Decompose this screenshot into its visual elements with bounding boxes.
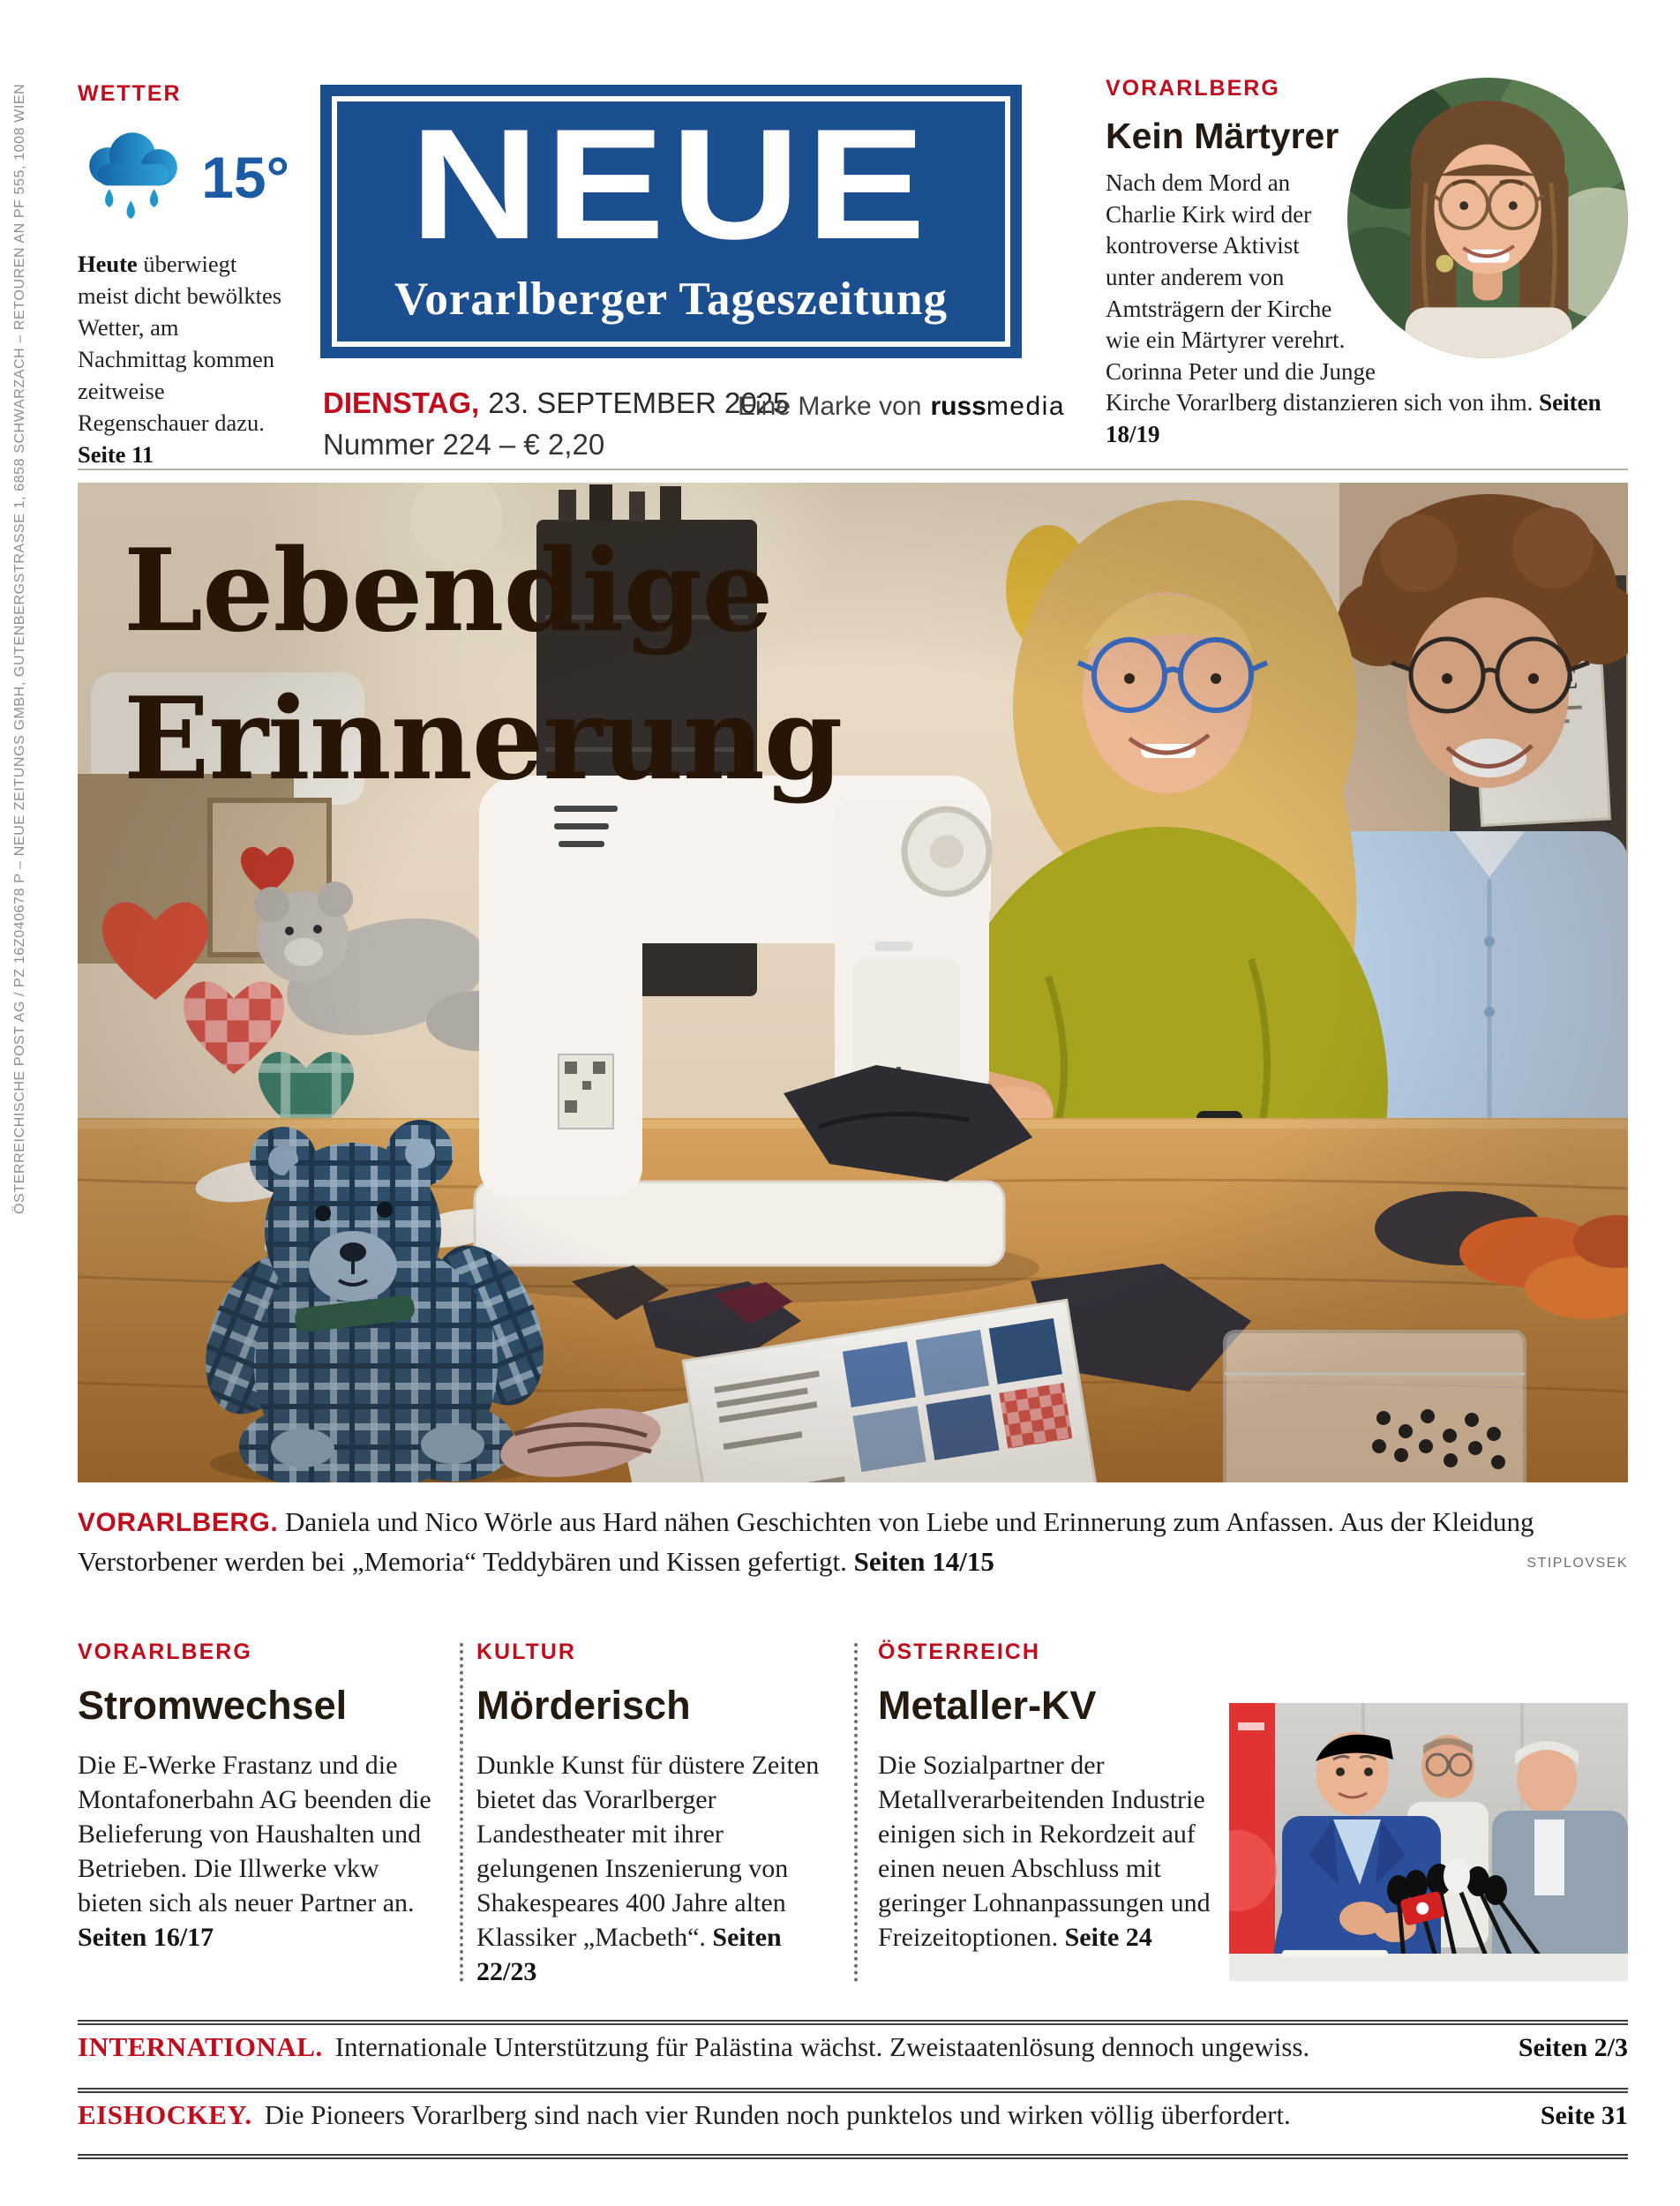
- weather-text: [78, 248, 289, 470]
- top-story: [1106, 76, 1628, 451]
- brand-name-rest: media: [986, 392, 1066, 421]
- brand-line: [738, 392, 1065, 422]
- section-kicker: KULTUR: [476, 1639, 576, 1664]
- masthead-logo-frame: [332, 96, 1010, 347]
- lead-headline-line2: Erinnerung: [124, 672, 843, 806]
- weather-lead-word: Heute: [78, 251, 138, 277]
- section-body: [878, 1748, 1224, 1955]
- weather-page-ref: Seite 11: [78, 441, 154, 469]
- section-kicker: VORARLBERG: [78, 1639, 252, 1664]
- date: 23. SEPTEMBER 2025: [488, 386, 790, 419]
- section-headline: Mörderisch: [476, 1683, 691, 1728]
- portrait-photo: [1347, 78, 1628, 358]
- top-story-kicker: VORARLBERG: [1106, 76, 1280, 101]
- brief-kicker: EISHOCKEY.: [78, 2099, 252, 2130]
- dateline: [323, 386, 789, 461]
- section-text: Dunkle Kunst für düstere Zeiten bietet das Vorarlberger Landestheater mit ihrer gelungenen Inszenierung von Shakespeares 400 Jahre alten Klassiker „Macbeth“.: [476, 1751, 820, 1952]
- top-story-page-ref: Seiten 18/19: [1106, 389, 1601, 447]
- section-body: [476, 1748, 840, 1989]
- section-vorarlberg: [78, 1639, 443, 1955]
- brief-page-ref: Seite 31: [1540, 2101, 1628, 2130]
- brief-international: [78, 2031, 1628, 2063]
- section-kultur: [476, 1639, 840, 1989]
- brief-page-ref: Seiten 2/3: [1518, 2033, 1628, 2062]
- section-page-ref: Seiten 22/23: [476, 1923, 782, 1986]
- section-page-ref: Seite 24: [1064, 1923, 1152, 1952]
- brief-divider: [78, 2088, 1628, 2093]
- header-divider: [78, 469, 1628, 470]
- weather-box: [78, 81, 289, 470]
- section-oesterreich: [878, 1639, 1224, 1955]
- postal-imprint: ÖSTERREICHISCHE POST AG / PZ 16Z040678 P – NEUE ZEITUNGS GMBH, GUTENBERGSTRASSE 1, 6858 SCHWARZACH – RETOUREN AN PF 555, 1008 WIEN: [12, 83, 27, 1214]
- brand-prefix: Eine Marke von: [738, 392, 922, 421]
- lead-headline: [124, 518, 842, 814]
- caption-kicker: VORARLBERG.: [78, 1508, 279, 1537]
- masthead-logo: [320, 85, 1022, 358]
- section-body: [78, 1748, 443, 1955]
- earring: [1436, 255, 1453, 273]
- section-text: Die E-Werke Frastanz und die Montafonerbahn AG beenden die Belieferung von Haushalten und Betrieben. Die Illwerke vkw bieten sich als neuer Partner an.: [78, 1751, 431, 1917]
- portrait-illustration: [1347, 78, 1628, 358]
- masthead-subtitle: Vorarlberger Tageszeitung: [394, 274, 949, 325]
- brief-divider: [78, 2154, 1628, 2159]
- section-page-ref: Seiten 16/17: [78, 1923, 214, 1952]
- top-story-text: Nach dem Mord an Charlie Kirk wird der kontroverse Aktivist unter anderem von Amtsträgern der Kirche wie ein Märtyrer verehrt. Corinna Peter und die Junge Kirche Vorarlberg distanzieren sich von ihm.: [1106, 169, 1540, 416]
- photo-credit: STIPLOVSEK: [1526, 1556, 1628, 1571]
- section-headline: Stromwechsel: [78, 1683, 348, 1728]
- press-conference-photo: [1229, 1703, 1628, 1981]
- lead-photo: [78, 483, 1628, 1482]
- lead-caption: [78, 1503, 1628, 1581]
- caption-page-ref: Seiten 14/15: [853, 1545, 994, 1577]
- brand-name-bold: russ: [930, 392, 986, 421]
- rain-cloud-icon: [78, 128, 187, 227]
- column-divider: [854, 1643, 858, 1982]
- weather-kicker: WETTER: [78, 81, 182, 106]
- section-headline: Metaller-KV: [878, 1683, 1097, 1728]
- press-conference-illustration: [1229, 1703, 1628, 1981]
- caption-text: Daniela und Nico Wörle aus Hard nähen Geschichten von Liebe und Erinnerung zum Anfassen. Aus der Kleidung Verstorbener werden bei „Memoria“ Teddybären und Kissen gefertigt.: [78, 1506, 1534, 1577]
- brief-text: Die Pioneers Vorarlberg sind nach vier Runden noch punktelos und wirken völlig überfordert.: [264, 2099, 1291, 2130]
- lead-headline-line1: Lebendige: [124, 525, 773, 657]
- section-kicker: ÖSTERREICH: [878, 1639, 1040, 1664]
- brief-text: Internationale Unterstützung für Palästina wächst. Zweistaatenlösung dennoch ungewiss.: [334, 2031, 1310, 2062]
- brief-eishockey: [78, 2099, 1628, 2131]
- temperature-value: 15°: [201, 145, 289, 210]
- column-divider: [460, 1643, 463, 1982]
- weather-row: [78, 128, 289, 227]
- section-text: Die Sozialpartner der Metallverarbeitenden Industrie einigen sich in Rekordzeit auf einen neuen Abschluss mit geringer Lohnanpassungen und Freizeitoptionen.: [878, 1751, 1211, 1952]
- weekday: DIENSTAG,: [323, 386, 480, 419]
- brief-divider: [78, 2020, 1628, 2025]
- masthead-title: NEUE: [409, 96, 933, 272]
- weather-body: überwiegt meist dicht bewölktes Wetter, am Nachmittag kommen zeitweise Regenschauer dazu.: [78, 251, 282, 437]
- brief-kicker: INTERNATIONAL.: [78, 2031, 323, 2062]
- top-story-headline: Kein Märtyrer: [1106, 116, 1339, 156]
- issue-price: Nummer 224 – € 2,20: [323, 428, 605, 461]
